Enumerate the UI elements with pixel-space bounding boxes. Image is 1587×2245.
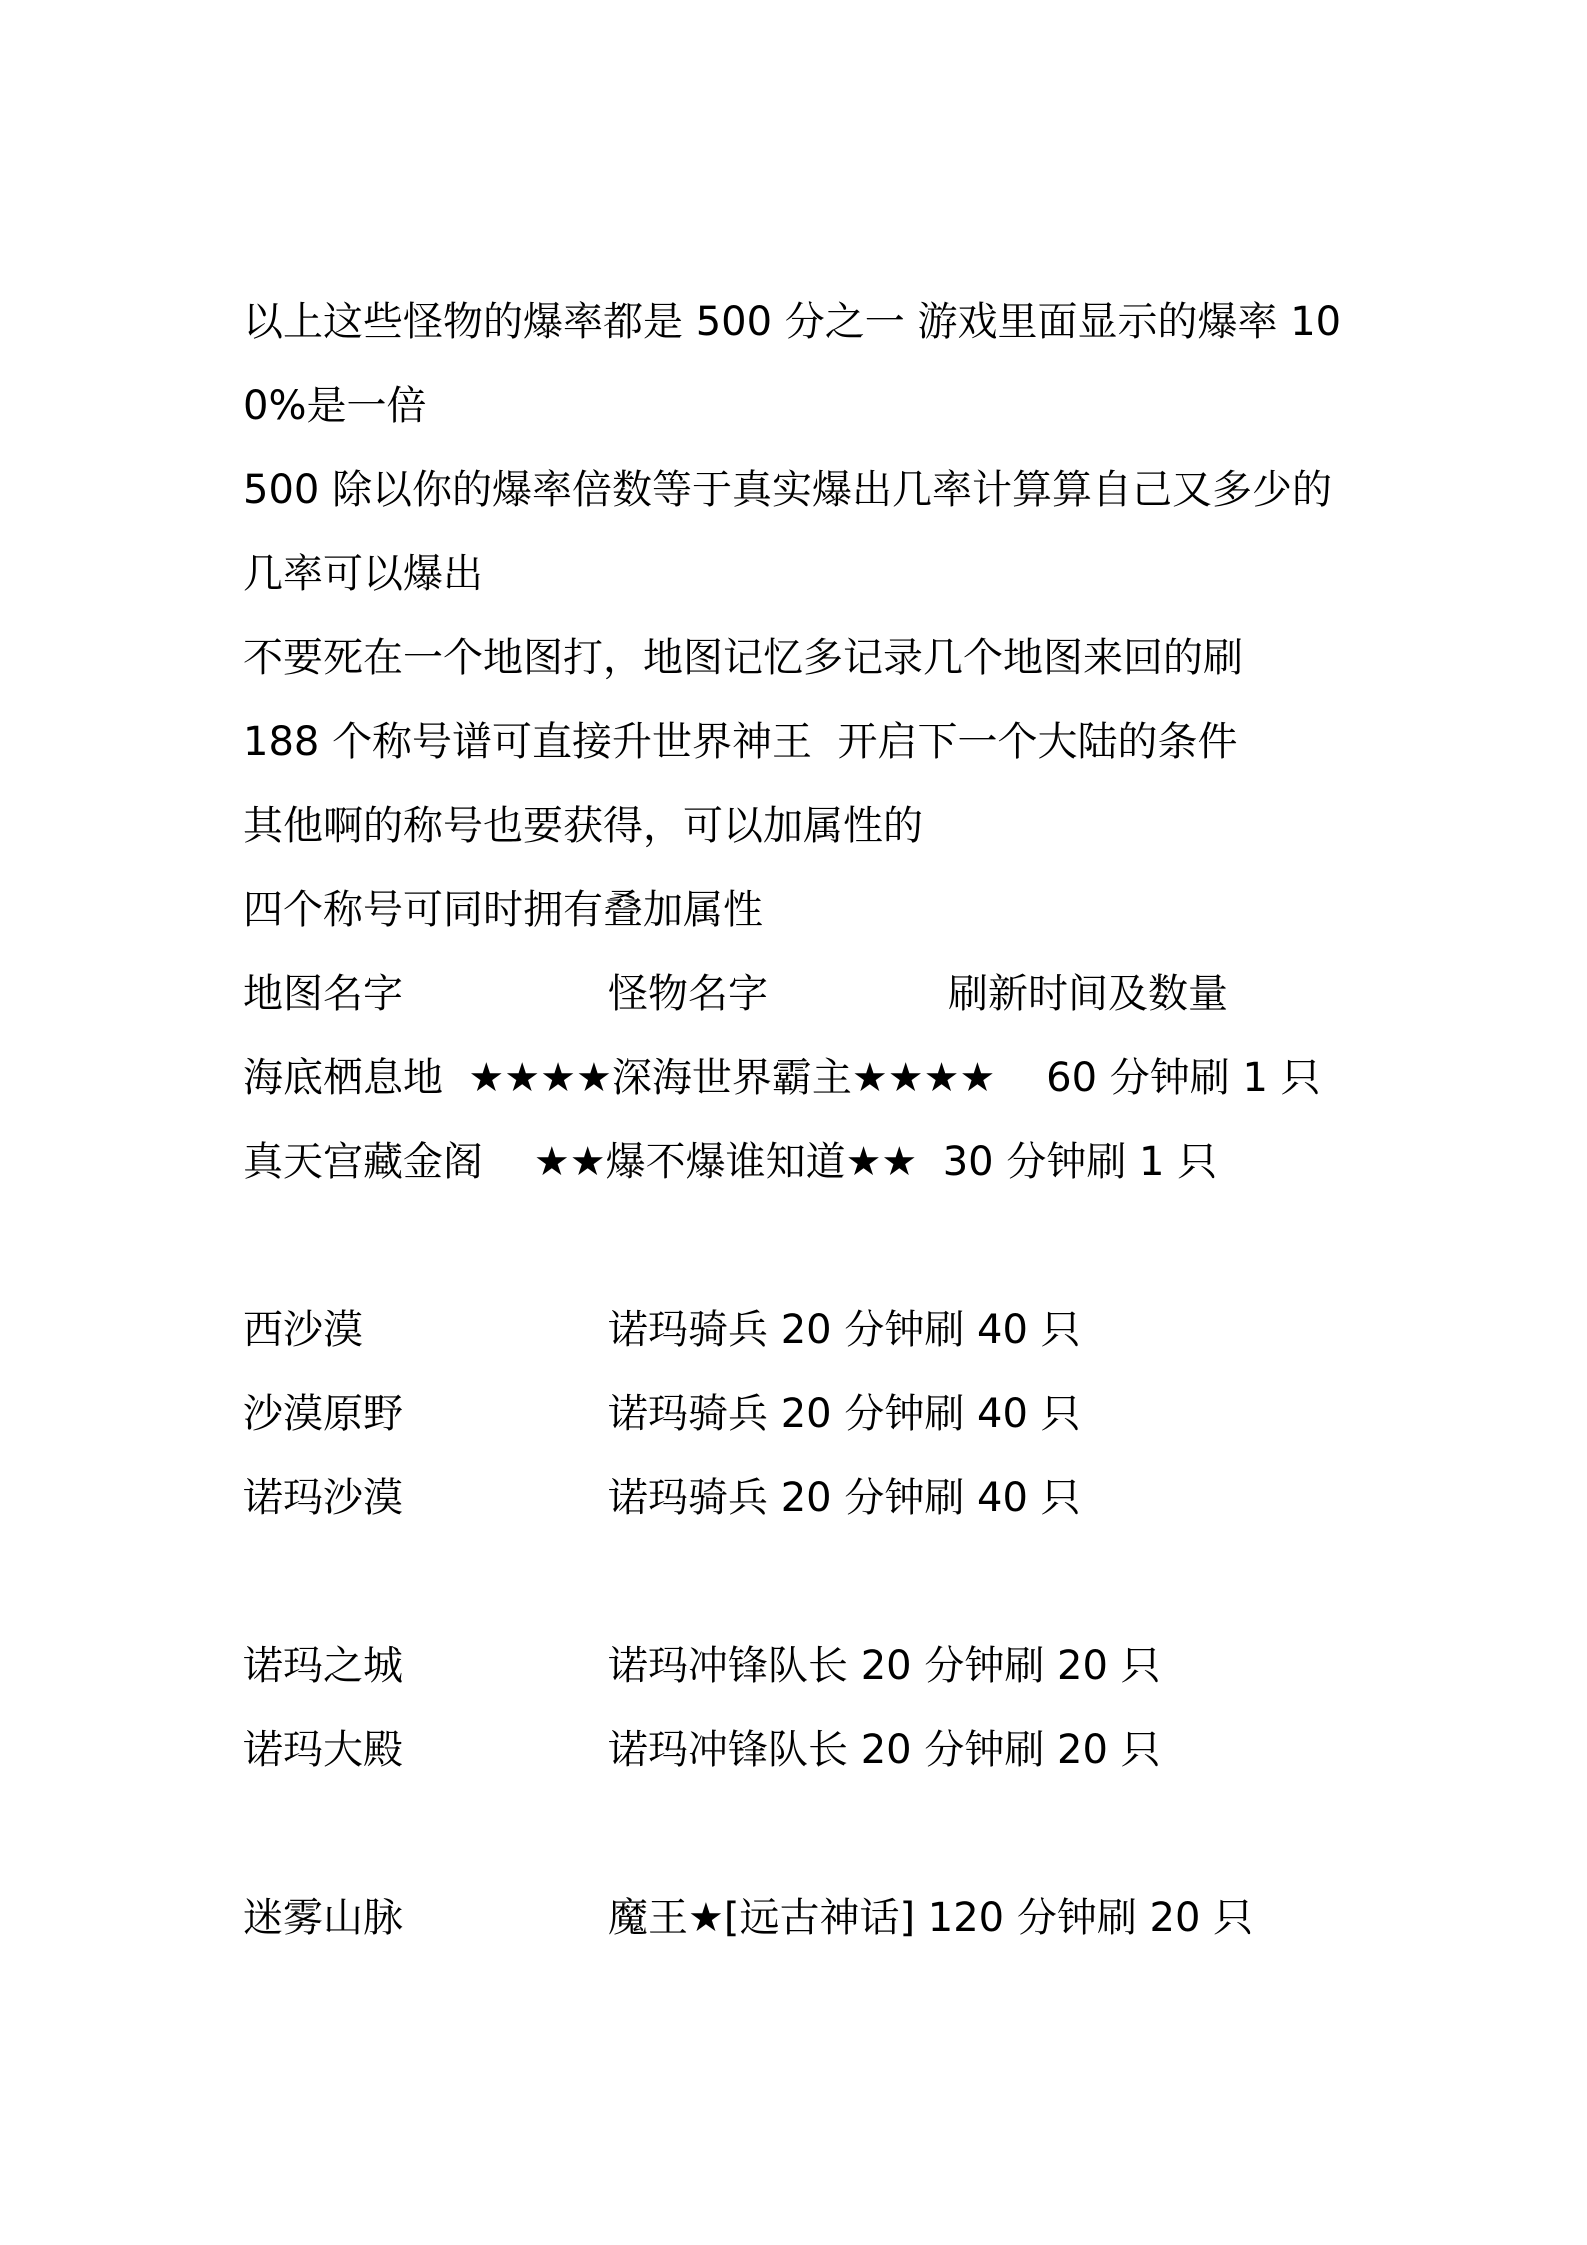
- spacer: [243, 1792, 1363, 1876]
- table-row: [243, 1708, 1363, 1792]
- paragraph-other-titles: 其他啊的称号也要获得，可以加属性的: [243, 803, 923, 849]
- table-row: [243, 1876, 1363, 1960]
- paragraph-stack-titles: 四个称号可同时拥有叠加属性: [243, 887, 763, 933]
- row-map: 诺玛大殿: [243, 1727, 403, 1773]
- paragraph-map-tip: 不要死在一个地图打，地图记忆多记录几个地图来回的刷: [243, 635, 1243, 681]
- row-map: 沙漠原野: [243, 1391, 403, 1437]
- row-monster: 诺玛冲锋队长 20 分钟刷 20 只: [608, 1643, 1161, 1689]
- row-monster: 诺玛冲锋队长 20 分钟刷 20 只: [608, 1727, 1161, 1773]
- row-map: 诺玛沙漠: [243, 1475, 403, 1521]
- row-monster: 魔王★[远古神话] 120 分钟刷 20 只: [608, 1895, 1254, 1941]
- spacer: [243, 1540, 1363, 1624]
- row-monster: 诺玛骑兵 20 分钟刷 40 只: [608, 1475, 1081, 1521]
- spacer: [243, 1204, 1363, 1288]
- row-monster: 诺玛骑兵 20 分钟刷 40 只: [608, 1307, 1081, 1353]
- row-map: 迷雾山脉: [243, 1895, 403, 1941]
- table-row: [243, 1624, 1363, 1708]
- special-row-golden-pavilion: 真天宫藏金阁 ★★爆不爆谁知道★★ 30 分钟刷 1 只: [243, 1139, 1218, 1185]
- table-header: [243, 952, 1363, 1036]
- paragraph-real-rate: 500 除以你的爆率倍数等于真实爆出几率计算算自己又多少的几率可以爆出: [243, 467, 1333, 597]
- table-row: [243, 1288, 1363, 1372]
- paragraph-title-condition: 188 个称号谱可直接升世界神王 开启下一个大陆的条件: [243, 719, 1238, 765]
- special-row-seabed: 海底栖息地 ★★★★深海世界霸主★★★★ 60 分钟刷 1 只: [243, 1055, 1321, 1101]
- row-monster: 诺玛骑兵 20 分钟刷 40 只: [608, 1391, 1081, 1437]
- header-map-name: 地图名字: [243, 971, 403, 1017]
- header-monster-name: 怪物名字: [608, 971, 768, 1017]
- table-row: [243, 1372, 1363, 1456]
- row-map: 西沙漠: [243, 1307, 363, 1353]
- paragraph-drop-rate: 以上这些怪物的爆率都是 500 分之一 游戏里面显示的爆率 100%是一倍: [243, 299, 1342, 429]
- document-body: [243, 280, 1363, 1960]
- header-refresh: 刷新时间及数量: [948, 971, 1228, 1017]
- row-map: 诺玛之城: [243, 1643, 403, 1689]
- table-row: [243, 1456, 1363, 1540]
